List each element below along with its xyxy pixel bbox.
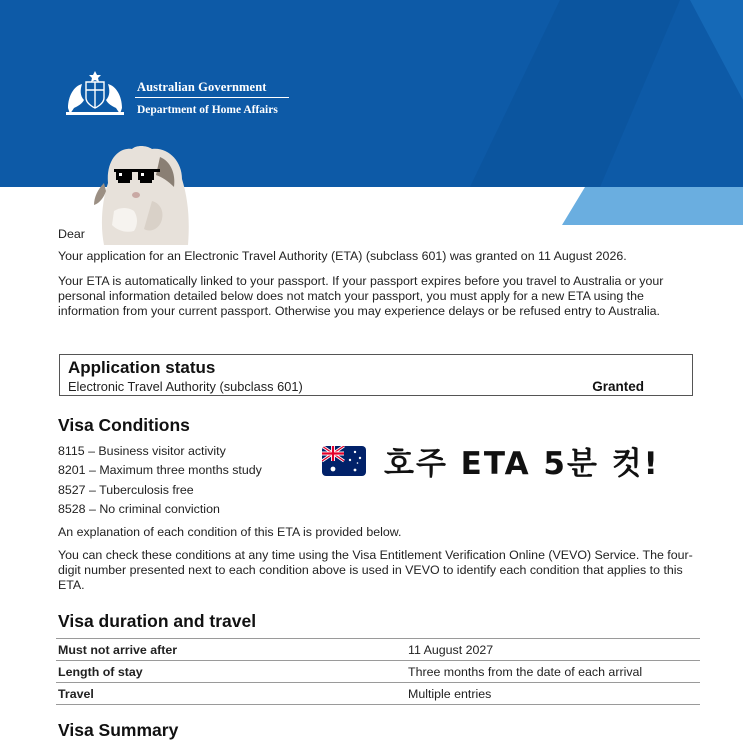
table-row (56, 683, 700, 705)
row-label: Travel (56, 683, 406, 705)
application-status-box (59, 354, 693, 396)
coat-of-arms-icon (60, 68, 130, 120)
condition-item: 8201 – Maximum three months study (58, 463, 262, 477)
visa-duration-table (56, 638, 700, 705)
visa-conditions-title: Visa Conditions (58, 415, 190, 435)
row-label: Length of stay (56, 661, 406, 683)
header-divider (135, 97, 289, 98)
rabbit-sunglasses-sticker (90, 143, 192, 245)
passport-note: Your ETA is automatically linked to your passport. If your passport expires before you travel to Australia or your personal information detailed below does not match your passport, you must apply for a new ETA using the information from your current passport. Otherwise you may experience delays or be refused entry to Australia. (58, 274, 664, 318)
application-status-title: Application status (68, 358, 216, 377)
status-badge: Granted (592, 379, 644, 394)
table-row (56, 661, 700, 683)
visa-duration-title: Visa duration and travel (58, 611, 257, 631)
vevo-note: You can check these conditions at any time using the Visa Entitlement Verification Online (VEVO) Service. The four-digit number presented next to each condition above is used in VEVO to identify each condition that applies to this ETA. (58, 548, 693, 592)
condition-item: 8528 – No criminal conviction (58, 502, 220, 516)
government-name: Australian Government (137, 80, 267, 94)
granted-statement: Your application for an Electronic Travel Authority (ETA) (subclass 601) was granted on 11 August 2026. (58, 249, 627, 263)
overlay-caption (322, 438, 660, 483)
condition-item: 8527 – Tuberculosis free (58, 483, 194, 497)
application-type: Electronic Travel Authority (subclass 601) (68, 379, 303, 394)
conditions-explanation: An explanation of each condition of this ETA is provided below. (58, 525, 402, 539)
salutation: Dear (58, 227, 85, 241)
row-value: Multiple entries (406, 683, 700, 705)
row-value: Three months from the date of each arrival (406, 661, 700, 683)
department-name: Department of Home Affairs (137, 104, 278, 116)
visa-summary-title: Visa Summary (58, 720, 179, 740)
row-value: 11 August 2027 (406, 639, 700, 661)
table-row (56, 639, 700, 661)
condition-item: 8115 – Business visitor activity (58, 444, 226, 458)
row-label: Must not arrive after (56, 639, 406, 661)
australia-flag-icon (322, 446, 366, 476)
overlay-text: 호주 ETA 5분 컷! (384, 446, 660, 482)
